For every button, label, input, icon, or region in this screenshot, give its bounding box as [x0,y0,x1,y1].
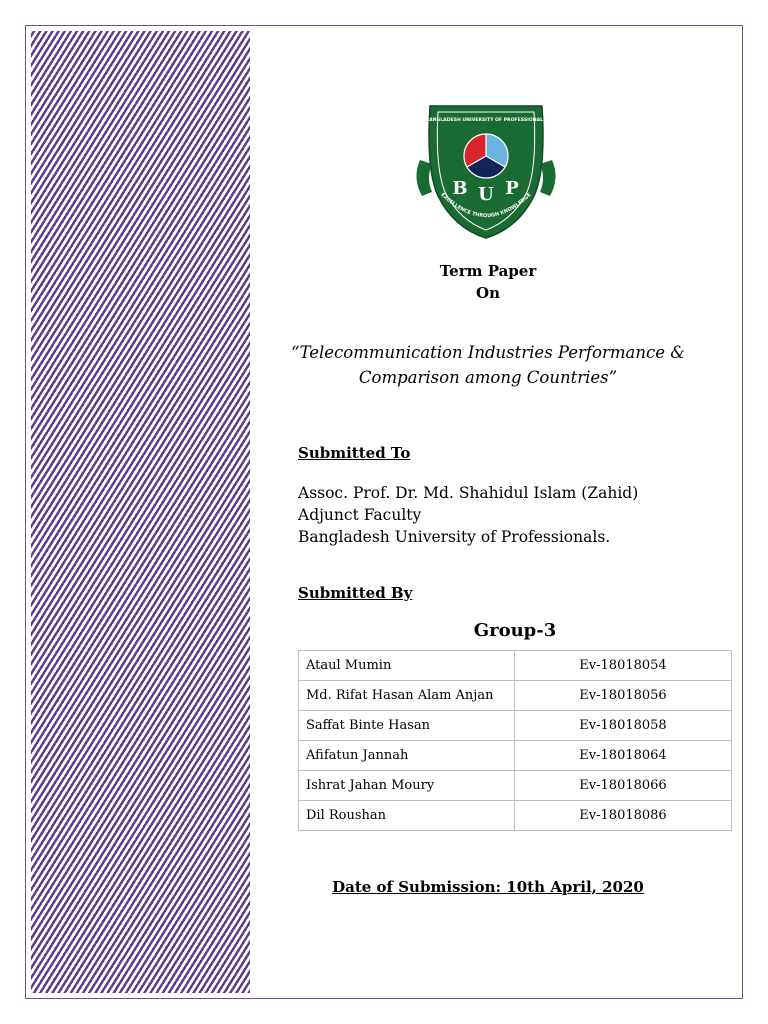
member-id: Ev-18018056 [515,681,732,711]
member-name: Ataul Mumin [299,651,515,681]
submission-date-value: 10th April, 2020 [506,878,644,896]
term-paper-title: Term Paper [439,262,537,280]
group-title: Group-3 [473,620,557,641]
topic-line-2: Comparison among Countries” [358,368,618,387]
table-row [299,711,732,741]
topic-line-1: “Telecommunication Industries Performance & [291,343,685,362]
paper-topic [288,340,688,390]
member-name: Afifatun Jannah [299,741,515,771]
table-row [299,681,732,711]
bup-logo [408,100,564,242]
members-table [298,650,732,831]
logo-letter-b: B [452,178,468,199]
table-row [299,801,732,831]
supervisor-institution: Bangladesh University of Professionals. [298,528,611,546]
logo-letter-p: P [505,178,519,199]
logo-motto: EXCELLENCE THROUGH KNOWLEDGE [439,192,533,220]
member-name: Ishrat Jahan Moury [299,771,515,801]
logo-top-text: BANGLADESH UNIVERSITY OF PROFESSIONALS [425,118,547,123]
member-id: Ev-18018054 [515,651,732,681]
decorative-stripe-panel [31,31,250,993]
table-row [299,771,732,801]
logo-letter-u: U [478,184,494,205]
submitted-to-heading: Submitted To [298,444,411,462]
member-id: Ev-18018058 [515,711,732,741]
submission-date: Date of Submission: 10th April, 2020 [332,878,644,896]
table-row [299,741,732,771]
member-id: Ev-18018086 [515,801,732,831]
member-name: Md. Rifat Hasan Alam Anjan [299,681,515,711]
member-name: Dil Roushan [299,801,515,831]
submission-date-label: Date of Submission [332,878,496,896]
table-row [299,651,732,681]
supervisor-name: Assoc. Prof. Dr. Md. Shahidul Islam (Zahid) [298,484,639,502]
member-id: Ev-18018064 [515,741,732,771]
member-name: Saffat Binte Hasan [299,711,515,741]
term-paper-on: On [476,284,500,302]
supervisor-block [298,482,638,548]
member-id: Ev-18018066 [515,771,732,801]
submitted-by-heading: Submitted By [298,584,413,602]
supervisor-designation: Adjunct Faculty [298,506,422,524]
